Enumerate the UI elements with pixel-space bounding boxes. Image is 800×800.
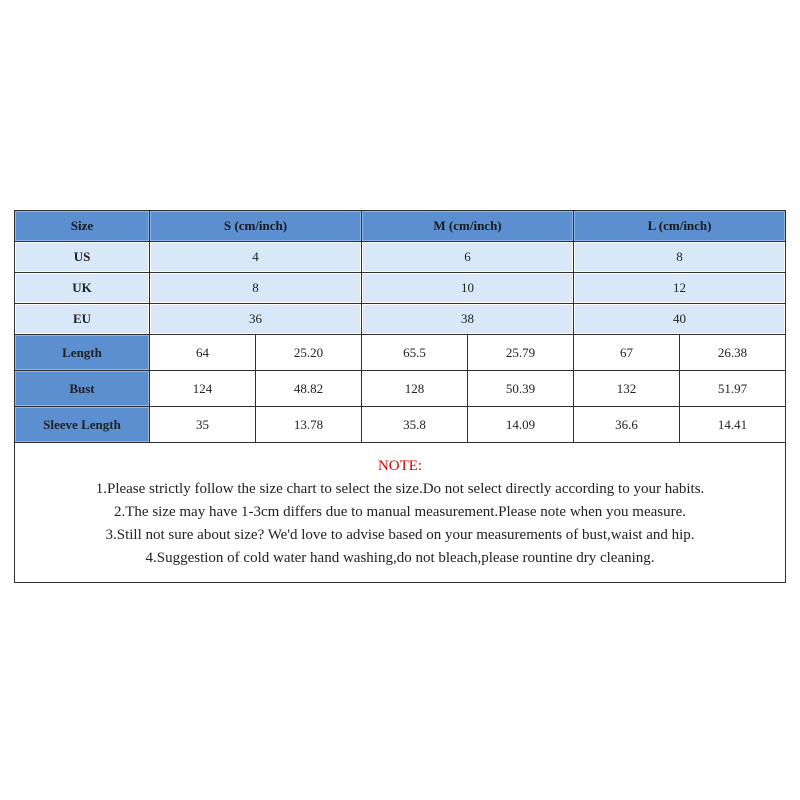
- note-line-4: 4.Suggestion of cold water hand washing,do not bleach,please rountine dry cleaning.: [145, 550, 655, 566]
- size-header: Size: [15, 211, 150, 242]
- sleeve-s-inch: 13.78: [256, 407, 362, 443]
- sleeve-length-row: [15, 407, 786, 443]
- uk-m-value: 10: [362, 273, 574, 304]
- length-l-inch: 26.38: [680, 335, 786, 371]
- header-row: [15, 211, 786, 242]
- length-s-cm: 64: [150, 335, 256, 371]
- uk-row: [15, 273, 786, 304]
- length-m-inch: 25.79: [468, 335, 574, 371]
- sleeve-s-cm: 35: [150, 407, 256, 443]
- note-line-2: 2.The size may have 1-3cm differs due to manual measurement.Please note when you measure.: [114, 504, 687, 520]
- sleeve-l-inch: 14.41: [680, 407, 786, 443]
- note-line-3: 3.Still not sure about size? We'd love to advise based on your measurements of bust,waist and hip.: [105, 527, 695, 543]
- length-l-cm: 67: [574, 335, 680, 371]
- size-chart-table: [14, 210, 786, 583]
- eu-m-value: 38: [362, 304, 574, 335]
- length-row: [15, 335, 786, 371]
- note-title: NOTE:: [377, 458, 423, 474]
- eu-l-value: 40: [574, 304, 786, 335]
- uk-label: UK: [15, 273, 150, 304]
- bust-m-cm: 128: [362, 371, 468, 407]
- us-s-value: 4: [150, 242, 362, 273]
- us-l-value: 8: [574, 242, 786, 273]
- eu-label: EU: [15, 304, 150, 335]
- sleeve-m-cm: 35.8: [362, 407, 468, 443]
- bust-s-inch: 48.82: [256, 371, 362, 407]
- sleeve-l-cm: 36.6: [574, 407, 680, 443]
- bust-l-inch: 51.97: [680, 371, 786, 407]
- uk-l-value: 12: [574, 273, 786, 304]
- eu-s-value: 36: [150, 304, 362, 335]
- bust-row: [15, 371, 786, 407]
- bust-l-cm: 132: [574, 371, 680, 407]
- size-l-header: L (cm/inch): [574, 211, 786, 242]
- note-line-1: 1.Please strictly follow the size chart to select the size.Do not select directly according to your habits.: [95, 481, 705, 497]
- length-s-inch: 25.20: [256, 335, 362, 371]
- length-m-cm: 65.5: [362, 335, 468, 371]
- sleeve-m-inch: 14.09: [468, 407, 574, 443]
- us-label: US: [15, 242, 150, 273]
- bust-label: Bust: [15, 371, 150, 407]
- sleeve-length-label: Sleeve Length: [15, 407, 150, 443]
- bust-m-inch: 50.39: [468, 371, 574, 407]
- size-s-header: S (cm/inch): [150, 211, 362, 242]
- us-row: [15, 242, 786, 273]
- us-m-value: 6: [362, 242, 574, 273]
- uk-s-value: 8: [150, 273, 362, 304]
- bust-s-cm: 124: [150, 371, 256, 407]
- notes-row: [15, 443, 786, 583]
- size-m-header: M (cm/inch): [362, 211, 574, 242]
- eu-row: [15, 304, 786, 335]
- length-label: Length: [15, 335, 150, 371]
- notes-cell: [15, 443, 786, 583]
